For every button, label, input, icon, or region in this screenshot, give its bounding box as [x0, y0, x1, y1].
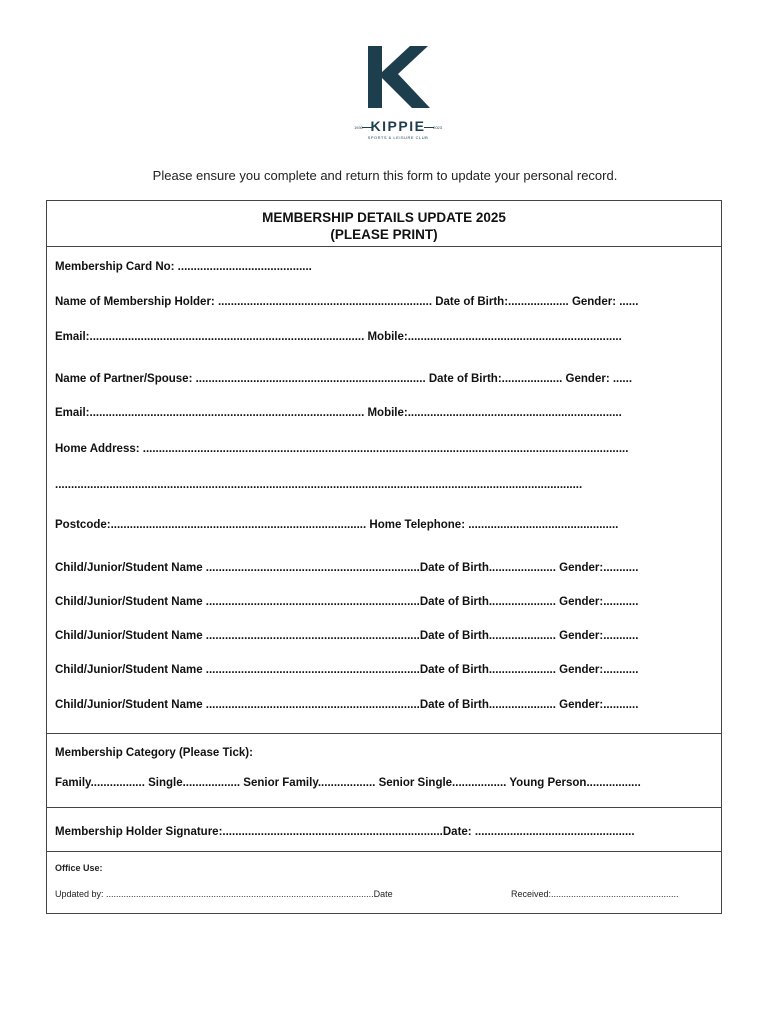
- membership-card-no-field[interactable]: Membership Card No: ..........................................: [55, 261, 312, 273]
- home-address-field[interactable]: Home Address: ........................................................................................................................................................: [55, 443, 629, 455]
- logo-wordmark: KIPPIE: [370, 118, 426, 134]
- postcode-field[interactable]: Postcode:................................................................................ Home Telephone: ...............................................: [55, 519, 619, 531]
- form-title-line1: MEMBERSHIP DETAILS UPDATE 2025: [262, 210, 506, 225]
- office-use-label: Office Use:: [55, 863, 103, 873]
- membership-form: [46, 200, 722, 914]
- child-2-field[interactable]: Child/Junior/Student Name ...................................................................Date of Birth..................... Gender:...........: [55, 596, 639, 608]
- title-divider: [47, 246, 721, 247]
- child-3-field[interactable]: Child/Junior/Student Name ...................................................................Date of Birth..................... Gender:...........: [55, 630, 639, 642]
- membership-category-options[interactable]: Family................. Single.................. Senior Family.................. Senior Single................. Young Person.................: [55, 777, 641, 789]
- home-address-line2-field[interactable]: .....................................................................................................................................................................: [55, 479, 583, 491]
- category-divider: [47, 733, 721, 734]
- logo-tagline: SPORTS & LEISURE CLUB: [367, 135, 429, 140]
- membership-category-label: Membership Category (Please Tick):: [55, 747, 253, 759]
- office-updated-by: Updated by: ...........................................................................................................Date: [55, 889, 393, 899]
- child-1-field[interactable]: Child/Junior/Student Name ...................................................................Date of Birth..................... Gender:...........: [55, 562, 639, 574]
- office-received: Received:...................................................: [511, 889, 679, 899]
- kippie-k-logo-icon: [366, 46, 430, 108]
- child-5-field[interactable]: Child/Junior/Student Name ...................................................................Date of Birth..................... Gender:...........: [55, 699, 639, 711]
- partner-name-field[interactable]: Name of Partner/Spouse: ........................................................................ Date of Birth:................... Gender: ......: [55, 373, 633, 385]
- logo-year-left: 1930: [354, 125, 363, 130]
- child-4-field[interactable]: Child/Junior/Student Name ...................................................................Date of Birth..................... Gender:...........: [55, 664, 639, 676]
- kippie-logo: [352, 46, 444, 142]
- partner-email-field[interactable]: Email:...................................................................................... Mobile:...................................................................: [55, 407, 622, 419]
- intro-text: Please ensure you complete and return this form to update your personal record.: [152, 168, 618, 183]
- holder-email-field[interactable]: Email:...................................................................................... Mobile:...................................................................: [55, 331, 622, 343]
- holder-name-field[interactable]: Name of Membership Holder: ................................................................... Date of Birth:................... Gender: ......: [55, 296, 639, 308]
- form-title-line2: (PLEASE PRINT): [330, 227, 438, 242]
- signature-divider: [47, 807, 721, 808]
- logo-year-right: 2023: [433, 125, 442, 130]
- form-title: [47, 209, 721, 243]
- signature-field[interactable]: Membership Holder Signature:.....................................................................Date: ..................................................: [55, 826, 635, 838]
- office-divider: [47, 851, 721, 852]
